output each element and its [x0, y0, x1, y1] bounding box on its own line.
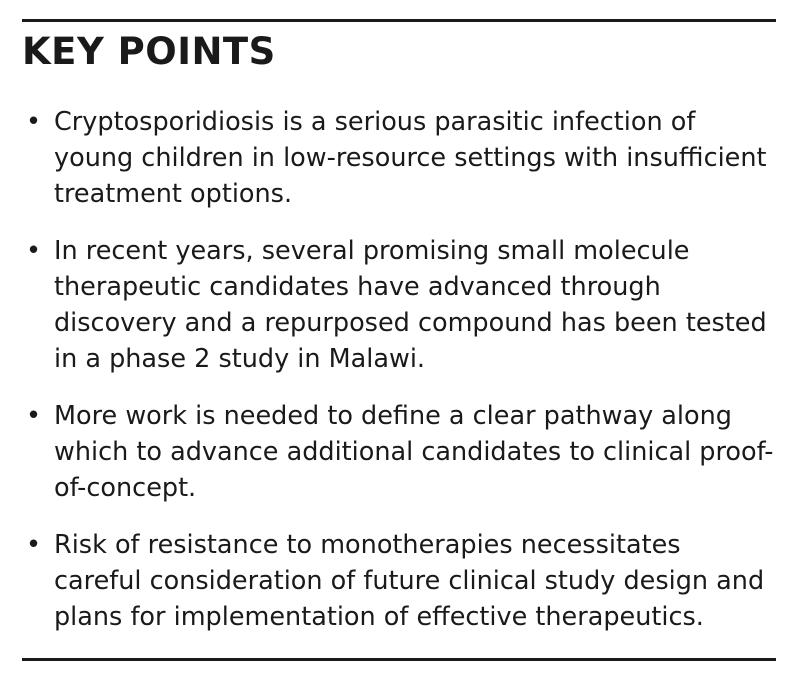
bullet-icon: • [26, 401, 42, 431]
key-point-text: More work is needed to define a clear pathway along which to advance additional candidates to clinical proof-of-concept. [54, 401, 774, 503]
key-point-item [22, 104, 774, 212]
key-point-item [22, 527, 774, 635]
key-point-text: In recent years, several promising small molecule therapeutic candidates have advanced through discovery and a repurposed compound has been tested in a phase 2 study in Malawi. [54, 236, 767, 374]
key-point-text: Cryptosporidiosis is a serious parasitic infection of young children in low-resource settings with insufficient treatment options. [54, 107, 767, 209]
key-points-heading: KEY POINTS [22, 30, 276, 73]
bullet-icon: • [26, 236, 42, 266]
bottom-rule [22, 658, 776, 661]
key-point-item [22, 233, 774, 377]
key-point-item [22, 398, 774, 506]
top-rule [22, 19, 776, 22]
bullet-icon: • [26, 530, 42, 560]
key-points-list [22, 104, 774, 656]
key-point-text: Risk of resistance to monotherapies necessitates careful consideration of future clinical study design and plans for implementation of effective therapeutics. [54, 530, 765, 632]
bullet-icon: • [26, 107, 42, 137]
